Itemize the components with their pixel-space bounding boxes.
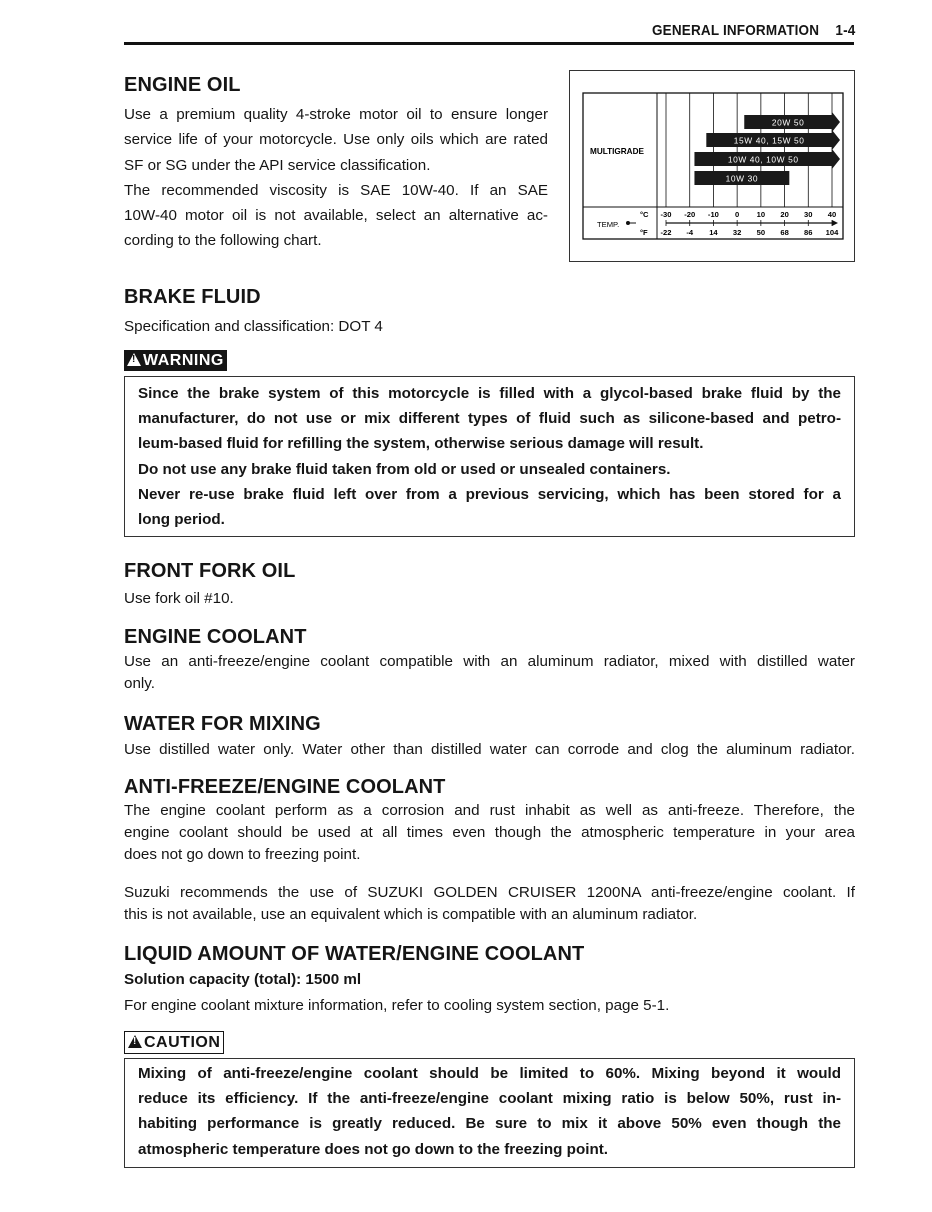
warning-line: Do not use any brake fluid taken from old or used or unsealed containers. <box>138 460 671 478</box>
brake-fluid-spec <box>124 314 383 339</box>
warning-line: Never re-use brake fluid left over from a previous servicing, which has been stored for a <box>138 485 841 503</box>
engine-oil-paragraph <box>124 102 548 254</box>
fahrenheit-tick-label: 50 <box>756 228 766 237</box>
engine-oil-line: SF or SG under the API service classification. <box>124 156 431 174</box>
solution-capacity-text: Solution capacity (total): 1500 ml <box>124 971 362 988</box>
engine-oil-line: The recommended viscosity is SAE 10W-40. If an SAE <box>124 181 548 199</box>
fahrenheit-tick-label: -22 <box>660 228 672 237</box>
caution-triangle-icon: ! <box>128 1035 142 1048</box>
coolant-reference-text: For engine coolant mixture information, refer to cooling system section, page 5-1. <box>124 997 670 1014</box>
fahrenheit-unit: °F <box>640 228 648 237</box>
celsius-tick-label: 30 <box>804 210 813 219</box>
warning-label <box>124 350 227 371</box>
viscosity-bar-label: 20W 50 <box>771 117 805 128</box>
front-fork-oil-text <box>124 586 234 611</box>
page-number: 1-4 <box>835 22 856 39</box>
engine-coolant-heading: ENGINE COOLANT <box>124 626 307 648</box>
viscosity-bar-label: 15W 40, 15W 50 <box>733 135 805 146</box>
engine-oil-line: 10W-40 motor oil is not available, select an alternative ac- <box>124 207 548 225</box>
caution-line: Mixing of anti-freeze/engine coolant should be limited to 60%. Mixing beyond it would <box>138 1065 841 1082</box>
viscosity-chart <box>570 71 856 263</box>
coolant-reference <box>124 993 669 1018</box>
celsius-tick-label: 10 <box>756 210 766 219</box>
caution-line: atmospheric temperature does not go down to the freezing point. <box>138 1140 608 1158</box>
fahrenheit-tick-label: 32 <box>732 228 742 237</box>
anti-freeze-line: engine coolant should be used at all times even though the atmospheric temperature in your area <box>124 824 855 841</box>
viscosity-chart-frame <box>569 70 855 262</box>
water-for-mixing-heading: WATER FOR MIXING <box>124 713 321 735</box>
fahrenheit-tick-label: 86 <box>804 228 813 237</box>
celsius-tick-label: -30 <box>660 210 672 219</box>
warning-line: long period. <box>138 511 225 529</box>
celsius-tick-label: 20 <box>780 210 789 219</box>
anti-freeze-line: this is not available, use an equivalent which is compatible with an aluminum radiator. <box>124 906 698 923</box>
caution-line: reduce its efficiency. If the anti-freeze/engine coolant mixing ratio is below 50%, rust in- <box>138 1090 841 1108</box>
engine-coolant-line: Use an anti-freeze/engine coolant compatible with an aluminum radiator, mixed with distilled water <box>124 653 855 670</box>
water-for-mixing-line: Use distilled water only. Water other than distilled water can corrode and clog the aluminum radiator. <box>124 741 855 758</box>
multigrade-label: MULTIGRADE <box>590 147 644 156</box>
fahrenheit-tick-label: -4 <box>686 228 694 237</box>
anti-freeze-line: The engine coolant perform as a corrosion and rust inhabit as well as anti-freeze. Therefore, the <box>124 802 855 819</box>
viscosity-bar-label: 10W 40, 10W 50 <box>727 154 799 165</box>
warning-line: manufacturer, do not use or mix different types of fluid such as silicone-based and petro- <box>138 410 841 428</box>
engine-coolant-paragraph <box>124 651 855 695</box>
engine-oil-line: service life of your motorcycle. Use only oils which are rated <box>124 131 548 149</box>
header-rule <box>124 42 854 45</box>
temp-label: TEMP. <box>597 220 620 229</box>
warning-text <box>138 381 841 532</box>
running-head-section: GENERAL INFORMATION <box>652 22 820 39</box>
caution-label <box>124 1031 224 1054</box>
brake-fluid-heading: BRAKE FLUID <box>124 286 261 308</box>
front-fork-oil-heading: FRONT FORK OIL <box>124 560 296 582</box>
anti-freeze-paragraph-2 <box>124 882 855 926</box>
brake-fluid-spec-text: Specification and classification: DOT 4 <box>124 318 383 335</box>
solution-capacity <box>124 967 361 992</box>
running-head <box>652 22 855 39</box>
liquid-amount-heading: LIQUID AMOUNT OF WATER/ENGINE COOLANT <box>124 943 585 965</box>
temp-scale-arrow <box>832 220 838 226</box>
celsius-tick-label: 40 <box>827 210 837 219</box>
warning-line: leum-based fluid for refilling the system, otherwise serious damage will result. <box>138 435 704 453</box>
engine-oil-line: Use a premium quality 4-stroke motor oil to ensure longer <box>124 106 548 123</box>
anti-freeze-heading: ANTI-FREEZE/ENGINE COOLANT <box>124 776 446 798</box>
celsius-tick-label: -20 <box>684 210 696 219</box>
caution-line: habiting performance is greatly reduced. Be sure to mix it above 50% even though the <box>138 1115 841 1133</box>
celsius-tick-label: -10 <box>707 210 719 219</box>
warning-triangle-icon: ! <box>127 353 141 366</box>
anti-freeze-line: Suzuki recommends the use of SUZUKI GOLDEN CRUISER 1200NA anti-freeze/engine coolant. If <box>124 884 855 901</box>
engine-coolant-line: only. <box>124 675 155 692</box>
caution-label-text: CAUTION <box>144 1034 221 1051</box>
water-for-mixing-paragraph <box>124 737 855 762</box>
warning-line: Since the brake system of this motorcycle is filled with a glycol-based brake fluid by the <box>138 385 841 402</box>
fahrenheit-tick-label: 68 <box>780 228 789 237</box>
front-fork-oil-line: Use fork oil #10. <box>124 590 234 607</box>
celsius-unit: °C <box>640 210 649 219</box>
anti-freeze-line: does not go down to freezing point. <box>124 846 361 863</box>
fahrenheit-tick-label: 104 <box>825 228 839 237</box>
celsius-tick-label: 0 <box>735 210 740 219</box>
fahrenheit-tick-label: 14 <box>709 228 718 237</box>
warning-label-text: WARNING <box>143 352 224 369</box>
engine-oil-line: cording to the following chart. <box>124 232 322 250</box>
viscosity-bar-label: 10W 30 <box>725 173 759 184</box>
engine-oil-heading: ENGINE OIL <box>124 74 241 96</box>
anti-freeze-paragraph-1 <box>124 800 855 866</box>
temp-label-dot <box>626 221 630 225</box>
caution-text <box>138 1061 841 1162</box>
